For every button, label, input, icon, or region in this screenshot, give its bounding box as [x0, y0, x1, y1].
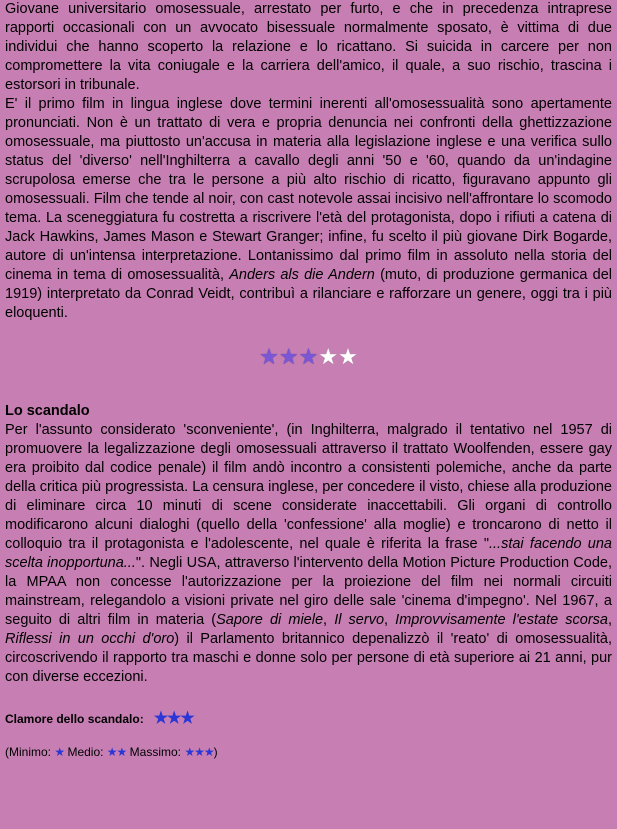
- separator: ,: [608, 612, 613, 628]
- review-text: E' il primo film in lingua inglese dove termini inerenti all'omosessualità sono apertamente pronunciati. Non è un trattato di vera e propria denuncia nei confronti della ghettizzazione omosessuale, ma piuttosto un'accusa in materia alla legislazione inglese e una verifica sullo status del 'diverso' nell'Inghilterra a cavallo degli anni '50 e '60, quando da un'indagine scrupolosa emerse che tra le persone a più alto rischio di ricatto, figuravano appunto gli omosessuali. Film che tende al noir, con cast notevole assai incisivo nell'affrontare lo scomodo tema. La sceneggiatura fu costretta a riscrivere l'età del protagonista, dopo i rifiuti a catena di Jack Hawkins, James Mason e Stewart Granger; infine, fu scelto il più giovane Dirk Bogarde, autore di un'intensa interpretazione. Lontanissimo dal primo film in assoluto nella storia del cinema in tema di omosessualità,: [5, 96, 612, 283]
- scandal-text: Per l'assunto considerato 'sconveniente', (in Inghilterra, malgrado il tentativo nel 1957 di promuovere la legalizzazione degli omosessuali attraverso il trattato Woolfenden, essere gay era proibito dal codice penale) il film andò incontro a consistenti polemiche, anche da parte della critica più progressista. La censura inglese, per concedere il visto, chiese alla produzione di eliminare circa 10 minuti di scene considerate inaccettabili. Gli organi di controllo modificarono alcuni dialoghi (quello della 'confessione' alla moglie) e troncarono di netto il colloquio tra il protagonista e l'adolescente, nel quale è riferita la frase ": [5, 422, 612, 552]
- legend-close: ): [213, 745, 218, 759]
- separator: ,: [323, 612, 335, 628]
- film-title: Riflessi in un occhi d'oro: [5, 631, 175, 647]
- star-icon: ★: [278, 344, 299, 369]
- legend-min-label: (Minimo:: [5, 745, 55, 759]
- scandal-rating-label: Clamore dello scandalo:: [5, 712, 144, 726]
- rating-stars: [5, 344, 612, 370]
- quote-italic: ...stai facendo una scelta inopportuna...: [5, 536, 612, 571]
- star-icon: ★★★: [184, 745, 214, 759]
- rating-legend: [5, 745, 612, 759]
- star-icon: ★★★: [153, 710, 194, 727]
- star-icon: ★: [54, 745, 65, 759]
- star-icon: ★: [298, 344, 319, 369]
- plot-paragraph: Giovane universitario omosessuale, arrestato per furto, e che in precedenza intraprese rapporti occasionali con un avvocato bisessuale normalmente sposato, è vittima di due individui che hanno scoperto la relazione e lo ricattano. Si suicida in carcere per non compromettere la vita coniugale e la carriera dell'amico, il quale, a suo rischio, trascina i estorsori in tribunale.: [5, 1, 612, 93]
- separator: ,: [384, 612, 396, 628]
- section-heading: Lo scandalo: [5, 403, 90, 419]
- film-title: Il servo: [334, 612, 385, 628]
- star-icon: ★★: [106, 745, 127, 759]
- review-text-end: (muto, di produzione germanica del 1919) interpretato da Conrad Veidt, contribuì a rilanciare e rafforzare un genere, oggi tra i più eloquenti.: [5, 267, 613, 321]
- film-title: Sapore di miele: [216, 612, 324, 628]
- film-title-anders: Anders als die Andern: [229, 267, 375, 283]
- film-title: Improvvisamente l'estate scorsa: [395, 612, 608, 628]
- legend-max-label: Massimo:: [126, 745, 185, 759]
- scandal-text-3: ) il Parlamento britannico depenalizzò il 'reato' di omosessualità, circoscrivendo il rapporto tra maschi e donne solo per persone di età superiore ai 21 anni, pur con diverse eccezioni.: [5, 631, 612, 685]
- scandal-rating: [5, 708, 612, 728]
- star-empty-icon: ★: [318, 344, 339, 369]
- star-empty-icon: ★: [338, 344, 358, 369]
- scandal-paragraph: [5, 421, 612, 687]
- review-paragraph: [5, 95, 612, 323]
- legend-med-label: Medio:: [64, 745, 107, 759]
- scandal-text-2: ". Negli USA, attraverso l'intervento della Motion Picture Production Code, la MPAA non concesse l'autorizzazione per la proiezione del film nei normali circuiti mainstream, relegandolo a visioni private nel giro delle sale 'cinema d'impegno'. Nel 1967, a seguito di altri film in materia (: [5, 555, 612, 628]
- star-icon: ★: [259, 344, 279, 369]
